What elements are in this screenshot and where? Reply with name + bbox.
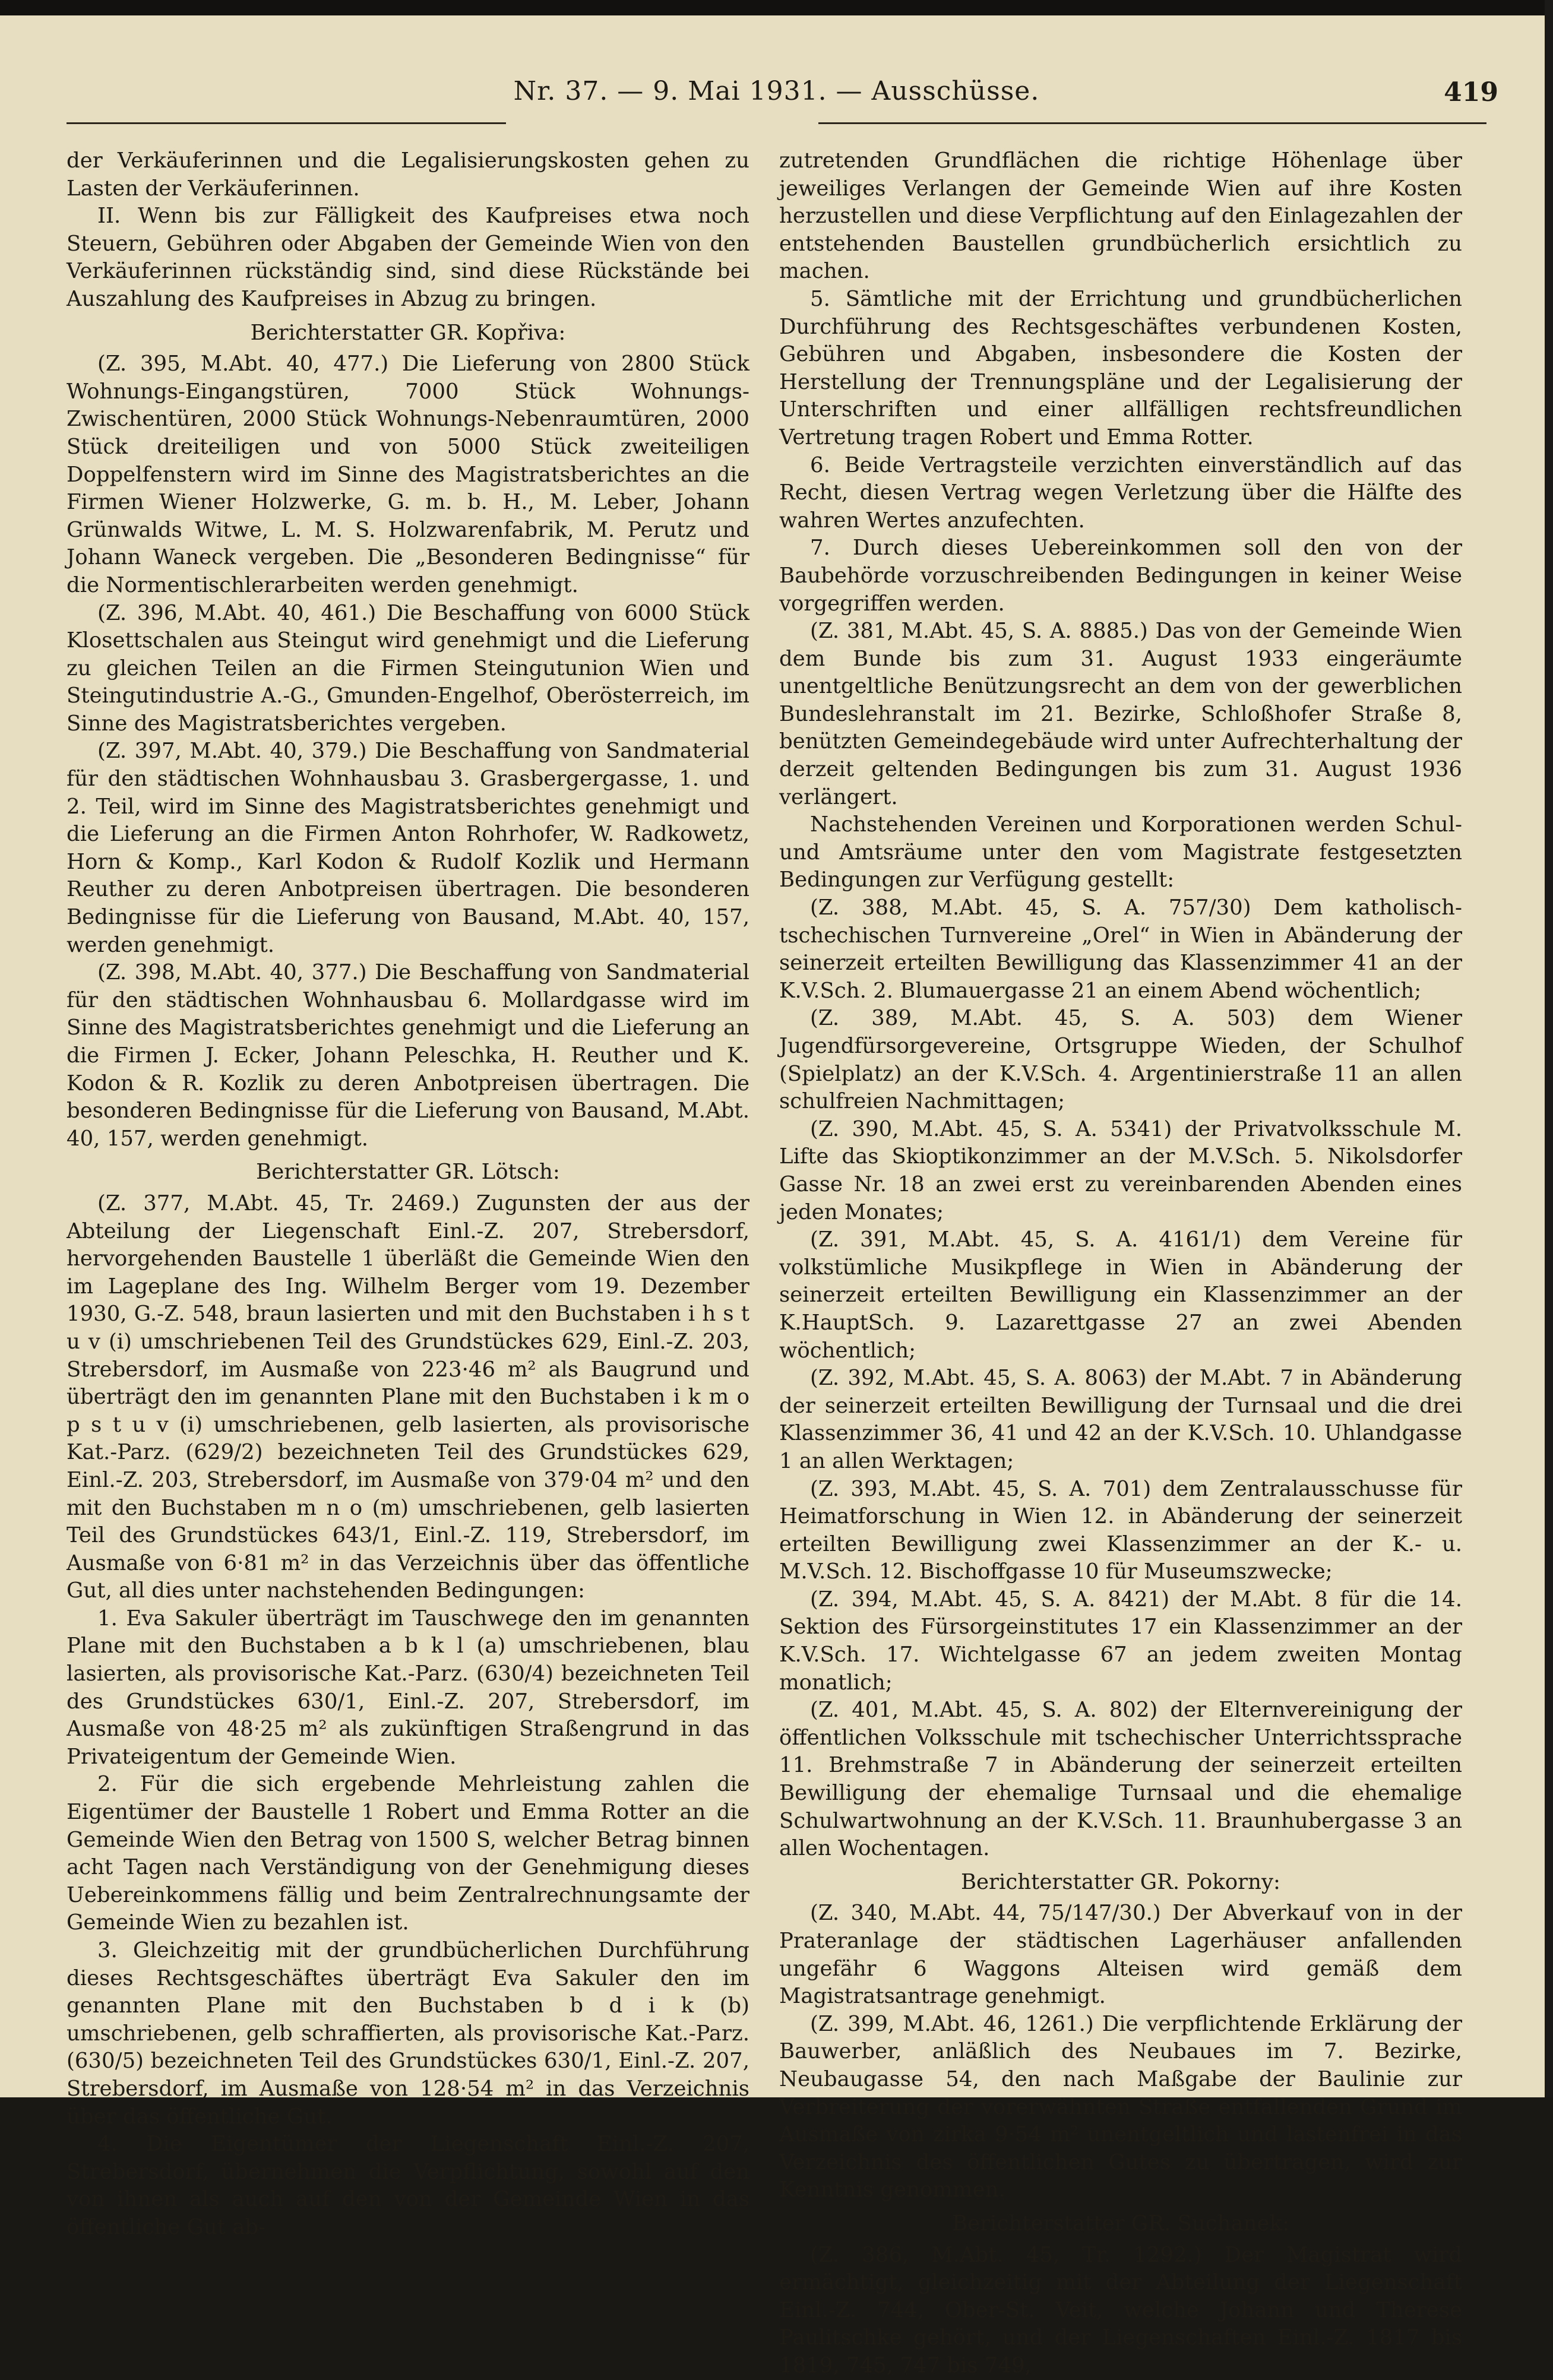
paragraph: 5. Sämtliche mit der Errichtung und grundbücherlichen Durchführung des Rechtsgeschäftes verbundenen Kosten, Gebühren und Abgaben, insbesondere die Kosten der Herstellung der Trennungspläne und der Legalisierung der Unterschriften und einer allfälligen rechtsfreundlichen Vertretung tragen Robert und Emma Rotter. — [779, 286, 1462, 450]
speaker-heading: Berichterstatter GR. Pokorny: — [960, 1869, 1281, 1894]
header-title: Nr. 37. — 9. Mai 1931. — Ausschüsse. — [513, 76, 1040, 106]
continued-paragraph: der Verkäuferinnen und die Legalisierungskosten gehen zu Lasten der Verkäuferinnen. — [67, 148, 749, 201]
paragraph: 6. Beide Vertragsteile verzichten einverständlich auf das Recht, diesen Vertrag wegen Verletzung über die Hälfte des wahren Wertes anzufechten. — [779, 452, 1462, 533]
continued-paragraph: zutretenden Grundflächen die richtige Höhenlage über jeweiliges Verlangen der Gemeinde Wien auf ihre Kosten herzustellen und diese Verpflichtung auf den Einlagezahlen der entstehenden Baustellen grundbücherlich ersichtlich zu machen. — [779, 148, 1462, 284]
paragraph: (Z. 340, M.Abt. 44, 75/147/30.) Der Abverkauf von in der Prateranlage der städtischen Lagerhäuser anfallenden ungefähr 6 Waggons Alteisen wird gemäß dem Magistratsantrage genehmigt. — [779, 1901, 1462, 2009]
paragraph: (Z. 394, M.Abt. 45, S. A. 8421) der M.Abt. 8 für die 14. Sektion des Fürsorgeinstitutes 17 ein Klassenzimmer an der K.V.Sch. 17. Wichtelgasse 67 an jedem zweiten Montag monatlich; — [779, 1587, 1462, 1695]
paragraph: (Z. 399, M.Abt. 46, 1261.) Die verpflichtende Erklärung der Bauwerber, anläßlich des Neubaues im 7. Bezirke, Neubaugasse 54, den nach Maßgabe der Baulinie zur Verbreiterung der vorerwähnten Straße entfallenden Grund im Ausmaße von zirka 9·54 m² unentgeltlich und lastenfrei in das Verzeichnis des öffentlichen Gutes zu übertragen, wird zur Kenntnis genommen. — [779, 2011, 1462, 2202]
paragraph: 4. Die Eigentümer der Liegenschaft Einl.-Z. 207, Strebersdorf, übernehmen die Verpflichtung, sowohl auf den von ihnen als auch auf den von der Gemeinde Wien in das öffentliche Gut ab- — [67, 2132, 749, 2239]
paragraph: (Z. 389, M.Abt. 45, S. A. 503) dem Wiener Jugendfürsorgevereine, Ortsgruppe Wieden, der Schulhof (Spielplatz) an der K.V.Sch. 4. Argentinierstraße 11 an allen schulfreien Nachmittagen; — [779, 1006, 1462, 1114]
scan-border-top — [0, 0, 1553, 15]
left-column — [67, 147, 749, 2242]
paragraph: (Z. 381, M.Abt. 45, S. A. 8885.) Das von der Gemeinde Wien dem Bunde bis zum 31. August 1933 eingeräumte unentgeltliche Benützungsrecht an dem von der gewerblichen Bundeslehranstalt im 21. Bezirke, Schloßhofer Straße 8, benützten Gemeindegebäude wird unter Aufrechterhaltung der derzeit geltenden Bedingungen bis zum 31. August 1936 verlängert. — [779, 619, 1462, 809]
scan-border-right — [1545, 0, 1553, 2097]
paragraph: (Z. 386, M.Abt. 45, Tr. 1292.) Der Magistrat wird ermächtigt, gleichzeitig mit der Abteilung der Liegenschaft Einl.-Z. 744, Ober-St. Veit, welche Johann und Therese Paulitschke gehört, und der Liegenschaften Einl.-Z. 1817 bis 1819, 745, 747 bis 749, — [779, 2242, 1462, 2378]
page-number: 419 — [1444, 77, 1498, 107]
paragraph: (Z. 390, M.Abt. 45, S. A. 5341) der Privatvolksschule M. Lifte das Skioptikonzimmer an der M.V.Sch. 5. Nikolsdorfer Gasse Nr. 18 an zwei erst zu vereinbarenden Abenden eines jeden Monates; — [779, 1116, 1462, 1224]
paragraph: 2. Für die sich ergebende Mehrleistung zahlen die Eigentümer der Baustelle 1 Robert und Emma Rotter an die Gemeinde Wien den Betrag von 1500 S, welcher Betrag binnen acht Tagen nach Verständigung von der Genehmigung dieses Uebereinkommens fällig und beim Zentralrechnungsamte der Gemeinde Wien zu bezahlen ist. — [67, 1772, 749, 1935]
paragraph: (Z. 398, M.Abt. 40, 377.) Die Beschaffung von Sandmaterial für den städtischen Wohnhausbau 6. Mollardgasse wird im Sinne des Magistratsberichtes genehmigt und die Lieferung an die Firmen J. Ecker, Johann Peleschka, H. Reuther und K. Kodon & R. Kozlik zu deren Anbotpreisen übertragen. Die besonderen Bedingnisse für die Lieferung von Bausand, M.Abt. 40, 157, werden genehmigt. — [67, 960, 749, 1151]
paragraph: (Z. 377, M.Abt. 45, Tr. 2469.) Zugunsten der aus der Abteilung der Liegenschaft Einl.-Z. 207, Strebersdorf, hervorgehenden Baustelle 1 überläßt die Gemeinde Wien den im Lageplane des Ing. Wilhelm Berger vom 19. Dezember 1930, G.-Z. 548, braun lasierten und mit den Buchstaben i h s t u v (i) umschriebenen Teil des Grundstückes 629, Einl.-Z. 203, Strebersdorf, im Ausmaße von 223·46 m² als Baugrund und überträgt den im genannten Plane mit den Buchstaben i k m o p s t u v (i) umschriebenen, gelb lasierten, als provisorische Kat.-Parz. (629/2) bezeichneten Teil des Grundstückes 629, Einl.-Z. 203, Strebersdorf, im Ausmaße von 379·04 m² und den mit den Buchstaben m n o (m) umschriebenen, gelb lasierten Teil des Grundstückes 643/1, Einl.-Z. 119, Strebersdorf, im Ausmaße von 6·81 m² in das Verzeichnis über das öffentliche Gut, all dies unter nachstehenden Bedingungen: — [67, 1191, 749, 1603]
paragraph: 7. Durch dieses Uebereinkommen soll den von der Baubehörde vorzuschreibenden Bedingungen in keiner Weise vorgegriffen werden. — [779, 536, 1462, 616]
paragraph: Nachstehenden Vereinen und Korporationen werden Schul- und Amtsräume unter den vom Magistrate festgesetzten Bedingungen zur Verfügung gestellt: — [779, 812, 1462, 892]
paragraph: II. Wenn bis zur Fälligkeit des Kaufpreises etwa noch Steuern, Gebühren oder Abgaben der Gemeinde Wien von den Verkäuferinnen rückständig sind, sind diese Rückstände bei Auszahlung des Kaufpreises in Abzug zu bringen. — [67, 204, 749, 311]
paragraph: (Z. 401, M.Abt. 45, S. A. 802) der Elternvereinigung der öffentlichen Volksschule mit tschechischer Unterrichtssprache 11. Brehmstraße 7 in Abänderung der seinerzeit erteilten Bewilligung der ehemalige Turnsaal und die ehemalige Schulwartwohnung an der K.V.Sch. 11. Braunhubergasse 3 an allen Wochentagen. — [779, 1698, 1462, 1861]
paragraph: 1. Eva Sakuler überträgt im Tauschwege den im genannten Plane mit den Buchstaben a b k l (a) umschriebenen, blau lasierten, als provisorische Kat.-Parz. (630/4) bezeichneten Teil des Grundstückes 630/1, Einl.-Z. 207, Strebersdorf, im Ausmaße von 48·25 m² als zukünftigen Straßengrund in das Privateigentum der Gemeinde Wien. — [67, 1606, 749, 1769]
paragraph: (Z. 391, M.Abt. 45, S. A. 4161/1) dem Vereine für volkstümliche Musikpflege in Wien in Abänderung der seinerzeit erteilten Bewilligung ein Klassenzimmer an der K.HauptSch. 9. Lazarettgasse 27 an zwei Abenden wöchentlich; — [779, 1227, 1462, 1363]
speaker-heading: Berichterstatter GR. Kopřiva: — [250, 320, 566, 345]
right-column — [779, 147, 1462, 2380]
paragraph: (Z. 396, M.Abt. 40, 461.) Die Beschaffung von 6000 Stück Klosettschalen aus Steingut wird genehmigt und die Lieferung zu gleichen Teilen an die Firmen Steingutunion Wien und Steingutindustrie A.-G., Gmunden-Engelhof, Oberösterreich, im Sinne des Magistratsberichtes vergeben. — [67, 600, 749, 736]
paragraph: (Z. 388, M.Abt. 45, S. A. 757/30) Dem katholisch-tschechischen Turnvereine „Orel“ in Wien in Abänderung der seinerzeit erteilten Bewilligung das Klassenzimmer 41 an der K.V.Sch. 2. Blumauergasse 21 an einem Abend wöchentlich; — [779, 895, 1462, 1003]
page-header — [0, 76, 1553, 124]
paragraph: (Z. 392, M.Abt. 45, S. A. 8063) der M.Abt. 7 in Abänderung der seinerzeit erteilten Bewilligung der Turnsaal und die drei Klassenzimmer 36, 41 und 42 an der K.V.Sch. 10. Uhlandgasse 1 an allen Werktagen; — [779, 1366, 1462, 1473]
speaker-heading: Berichterstatter GR. Suchanek: — [952, 2211, 1289, 2236]
speaker-heading: Berichterstatter GR. Lötsch: — [256, 1160, 560, 1185]
header-rule-left — [67, 122, 506, 124]
paragraph: (Z. 393, M.Abt. 45, S. A. 701) dem Zentralausschusse für Heimatforschung in Wien 12. in Abänderung der seinerzeit erteilten Bewilligung zwei Klassenzimmer an der K.- u. M.V.Sch. 12. Bischoffgasse 10 für Museumszwecke; — [779, 1476, 1462, 1584]
paragraph: (Z. 395, M.Abt. 40, 477.) Die Lieferung von 2800 Stück Wohnungs-Eingangstüren, 7000 Stück Wohnungs-Zwischentüren, 2000 Stück Wohnungs-Nebenraumtüren, 2000 Stück dreiteiligen und von 5000 Stück zweiteiligen Doppelfenstern wird im Sinne des Magistratsberichtes an die Firmen Wiener Holzwerke, G. m. b. H., M. Leber, Johann Grünwalds Witwe, L. M. S. Holzwarenfabrik, M. Perutz und Johann Waneck vergeben. Die „Besonderen Bedingnisse“ für die Normentischlerarbeiten werden genehmigt. — [67, 352, 749, 597]
paragraph: (Z. 397, M.Abt. 40, 379.) Die Beschaffung von Sandmaterial für den städtischen Wohnhausbau 3. Grasbergergasse, 1. und 2. Teil, wird im Sinne des Magistratsberichtes genehmigt und die Lieferung an die Firmen Anton Rohrhofer, W. Radkowetz, Horn & Komp., Karl Kodon & Rudolf Kozlik und Hermann Reuther zu deren Anbotpreisen übertragen. Die besonderen Bedingnisse für die Lieferung von Bausand, M.Abt. 40, 157, werden genehmigt. — [67, 739, 749, 957]
paragraph: 3. Gleichzeitig mit der grundbücherlichen Durchführung dieses Rechtsgeschäftes überträgt Eva Sakuler den im genannten Plane mit den Buchstaben b d i k (b) umschriebenen, gelb schraffierten, als provisorische Kat.-Parz. (630/5) bezeichneten Teil des Grundstückes 630/1, Einl.-Z. 207, Strebersdorf, im Ausmaße von 128·54 m² in das Verzeichnis über das öffentliche Gut. — [67, 1938, 749, 2129]
header-rule-right — [818, 122, 1486, 124]
